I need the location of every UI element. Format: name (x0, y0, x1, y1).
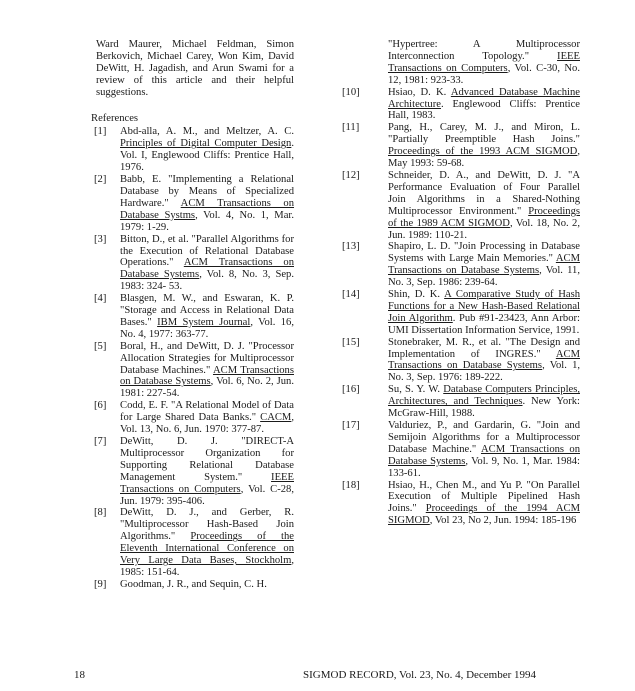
reference-body (388, 289, 580, 336)
reference-source-title: Database Computers Principles, Architectures, and Techniques (388, 384, 580, 408)
reference-text: , Vol. 1, No. 3, Sep. 1976: 189-222. (388, 360, 581, 384)
reference-text: , Vol. 13, No. 6, Jun. 1970: 377-87. (120, 412, 294, 436)
reference-text: . Englewood Cliffs: Prentice Hall, 1983. (388, 98, 580, 122)
reference-item (94, 126, 294, 174)
page-number: 18 (74, 669, 85, 681)
acknowledgment-text: Ward Maurer, Michael Feldman, Simon Berkovich, Michael Carey, Won Kim, David DeWitt, H. Jagadish, and Arun Swami for a review of this article and their helpful suggestions. (96, 39, 294, 98)
right-column (342, 39, 580, 527)
reference-item (342, 87, 580, 123)
reference-source-title: ACM Transactions on Database Systems (388, 253, 580, 277)
reference-continuation (342, 39, 580, 87)
reference-text: Hsiao, H., Chen M., and Yu P. "On Parallel Execution of Multiple Pipelined Hash Joins." (388, 479, 580, 515)
reference-text: . Vol. I, Englewood Cliffs: Prentice Hall, 1976. (120, 138, 294, 174)
reference-source-title: Proceedings of the Eleventh International Conference on Very Large Data Bases, Stockholm (120, 531, 294, 567)
reference-item (342, 241, 580, 289)
reference-source-title: ACM Transactions on Database Systems (120, 364, 294, 388)
reference-text: , Vol. 8, No. 3, Sep. 1983: 324- 53. (120, 269, 294, 293)
reference-item (94, 340, 294, 401)
reference-text: Bitton, D., et al. "Parallel Algorithms for the Execution of Relational Database Operations." (120, 233, 294, 269)
reference-text: , 1985: 151-64. (120, 555, 294, 578)
reference-text: Babb, E. "Implementing a Relational Database by Means of Specialized Hardware." (120, 174, 294, 209)
reference-source-title: IEEE Transactions on Computers (388, 50, 580, 74)
reference-number: [15] (342, 336, 360, 348)
reference-number: [17] (342, 420, 360, 431)
references-heading: References (91, 112, 139, 124)
reference-item (94, 174, 295, 234)
reference-item (94, 578, 294, 591)
reference-item (342, 480, 580, 528)
reference-source-title: Principles of Digital Computer Design (120, 138, 292, 150)
reference-body (120, 341, 294, 401)
reference-number: [13] (342, 241, 360, 253)
reference-body (120, 436, 294, 507)
reference-body (120, 234, 294, 294)
reference-text: , Vol. 16, No. 4, 1977: 363-77. (120, 316, 294, 340)
reference-text: Stonebraker, M. R., et al. "The Design and Implementation of INGRES." (388, 336, 580, 360)
reference-source-title: Proceedings of the 1989 ACM SIGMOD (388, 205, 580, 229)
reference-text: Goodman, J. R., and Sequin, C. H. (120, 578, 267, 590)
reference-body (388, 122, 580, 169)
reference-source-title: ACM Transactions on Database Systems (388, 348, 580, 372)
reference-item (94, 400, 294, 436)
reference-text: , Vol 23, No 2, Jun. 1994: 185-196 (429, 515, 577, 527)
reference-text: , Vol. 4, No. 1, Mar. 1979: 1-29. (120, 209, 294, 233)
reference-body (120, 579, 294, 591)
reference-body (120, 400, 294, 436)
reference-source-title: Advanced Database Machine Architecture (388, 86, 581, 110)
reference-source-title: ACM Transactions on Database Systms (120, 197, 295, 221)
reference-text: Schneider, D. A., and DeWitt, D. J. "A Performance Evaluation of Four Parallel Join Algorithms in a Shared-Nothing Multiprocessor Environment." (388, 169, 580, 217)
reference-body (388, 87, 580, 122)
reference-list-right (342, 87, 580, 528)
reference-item (342, 289, 580, 337)
reference-text: , Vol. 6, No. 2, Jun. 1981: 227-54. (120, 376, 294, 400)
reference-source-title: Proceedings of the 1994 ACM SIGMOD (388, 503, 580, 527)
reference-list-left (96, 126, 294, 590)
reference-body (120, 174, 294, 234)
reference-number: [1] (94, 126, 107, 138)
reference-body (120, 293, 294, 341)
reference-number: [9] (94, 578, 107, 590)
reference-text: Codd, E. F. "A Relational Model of Data for Large Shared Data Banks." (120, 400, 294, 424)
reference-text: , Vol. 18, No. 2, Jun. 1989: 110-21. (388, 217, 580, 241)
reference-number: [4] (94, 293, 107, 305)
reference-source-title: A Comparative Study of Hash Functions for a New Hash-Based Relational Join Algorithm (388, 289, 580, 324)
reference-text: "Hypertree: A Multiprocessor Interconnection Topology." (388, 39, 580, 62)
reference-body (120, 126, 294, 174)
reference-source-title: Proceedings of the 1993 ACM SIGMOD (388, 146, 578, 158)
reference-text: Boral, H., and DeWitt, D. J. "Processor Allocation Strategies for Multiprocessor Database Machines." (120, 340, 294, 376)
reference-text: Blasgen, M. W., and Eswaran, K. P. "Storage and Access in Relational Data Bases." (120, 293, 294, 328)
reference-text: , Vol. C-28, Jun. 1979: 395-406. (120, 483, 294, 507)
reference-source-title: CACM (260, 412, 292, 424)
reference-text: Su, S. Y. W. (388, 384, 444, 396)
reference-number: [2] (94, 174, 107, 186)
reference-number: [10] (342, 86, 360, 98)
reference-body (388, 337, 580, 384)
reference-source-title: ACM Transactions on Database Systems (120, 257, 294, 281)
reference-text: Valduriez, P., and Gardarin, G. "Join and Semijoin Algorithms for a Multiprocessor Database Machine." (388, 420, 580, 455)
reference-number: [7] (94, 436, 107, 447)
reference-number: [18] (342, 479, 360, 491)
reference-item (94, 233, 294, 294)
reference-item (342, 122, 580, 170)
reference-number: [11] (342, 122, 360, 134)
reference-text: . Pub #91-23423, Ann Arbor: UMI Dissertation Information Service, 1991. (388, 312, 580, 336)
reference-number: [8] (94, 507, 107, 519)
reference-body (388, 480, 580, 527)
reference-item (94, 436, 294, 507)
reference-text: Abd-alla, A. M., and Meltzer, A. C. (120, 126, 294, 138)
reference-text: , Vol. 9, No. 1, Mar. 1984: 133-61. (388, 455, 580, 479)
reference-text: Pang, H., Carey, M. J., and Miron, L. "Partially Preemptible Hash Joins." (388, 122, 580, 146)
reference-source-title: IEEE Transactions on Computers (120, 471, 294, 495)
reference-body (388, 420, 580, 479)
reference-item (342, 384, 580, 420)
reference-item (342, 337, 580, 385)
reference-source-title: ACM Transactions on Database Systems (388, 443, 580, 467)
reference-text: , May 1993: 59-68. (388, 146, 580, 170)
reference-text: . New York: McGraw-Hill, 1988. (388, 396, 580, 420)
journal-footer: SIGMOD RECORD, Vol. 23, No. 4, December 1994 (303, 669, 537, 681)
reference-body (388, 384, 580, 419)
reference-text: Hsiao, D. K. (388, 86, 451, 98)
reference-body (388, 241, 580, 288)
reference-text: DeWitt, D. J., and Gerber, R. "Multiprocessor Hash-Based Join Algorithms." (120, 507, 294, 543)
left-column (91, 39, 295, 591)
reference-text: , Vol. 11, No. 3, Sep. 1986: 239-64. (388, 265, 580, 289)
reference-text: DeWitt, D. J. "DIRECT-A Multiprocessor Organization for Supporting Relational Database Management System." (120, 436, 294, 483)
reference-item (94, 293, 294, 341)
reference-item (342, 420, 580, 480)
reference-source-title: IBM System Journal (157, 316, 251, 328)
reference-body (388, 170, 580, 241)
reference-number: [5] (94, 340, 107, 352)
reference-text: , Vol. C-30, No. 12, 1981: 923-33. (388, 62, 581, 86)
reference-text: Shin, D. K. (388, 289, 445, 301)
reference-item (94, 507, 294, 578)
reference-body (120, 507, 294, 578)
reference-item (342, 170, 580, 241)
reference-number: [6] (94, 400, 107, 412)
reference-number: [14] (342, 289, 360, 301)
reference-number: [16] (342, 384, 360, 396)
reference-number: [3] (94, 233, 107, 245)
reference-number: [12] (342, 169, 360, 181)
reference-text: Shapiro, L. D. "Join Processing in Database Systems with Large Main Memories." (388, 241, 580, 265)
